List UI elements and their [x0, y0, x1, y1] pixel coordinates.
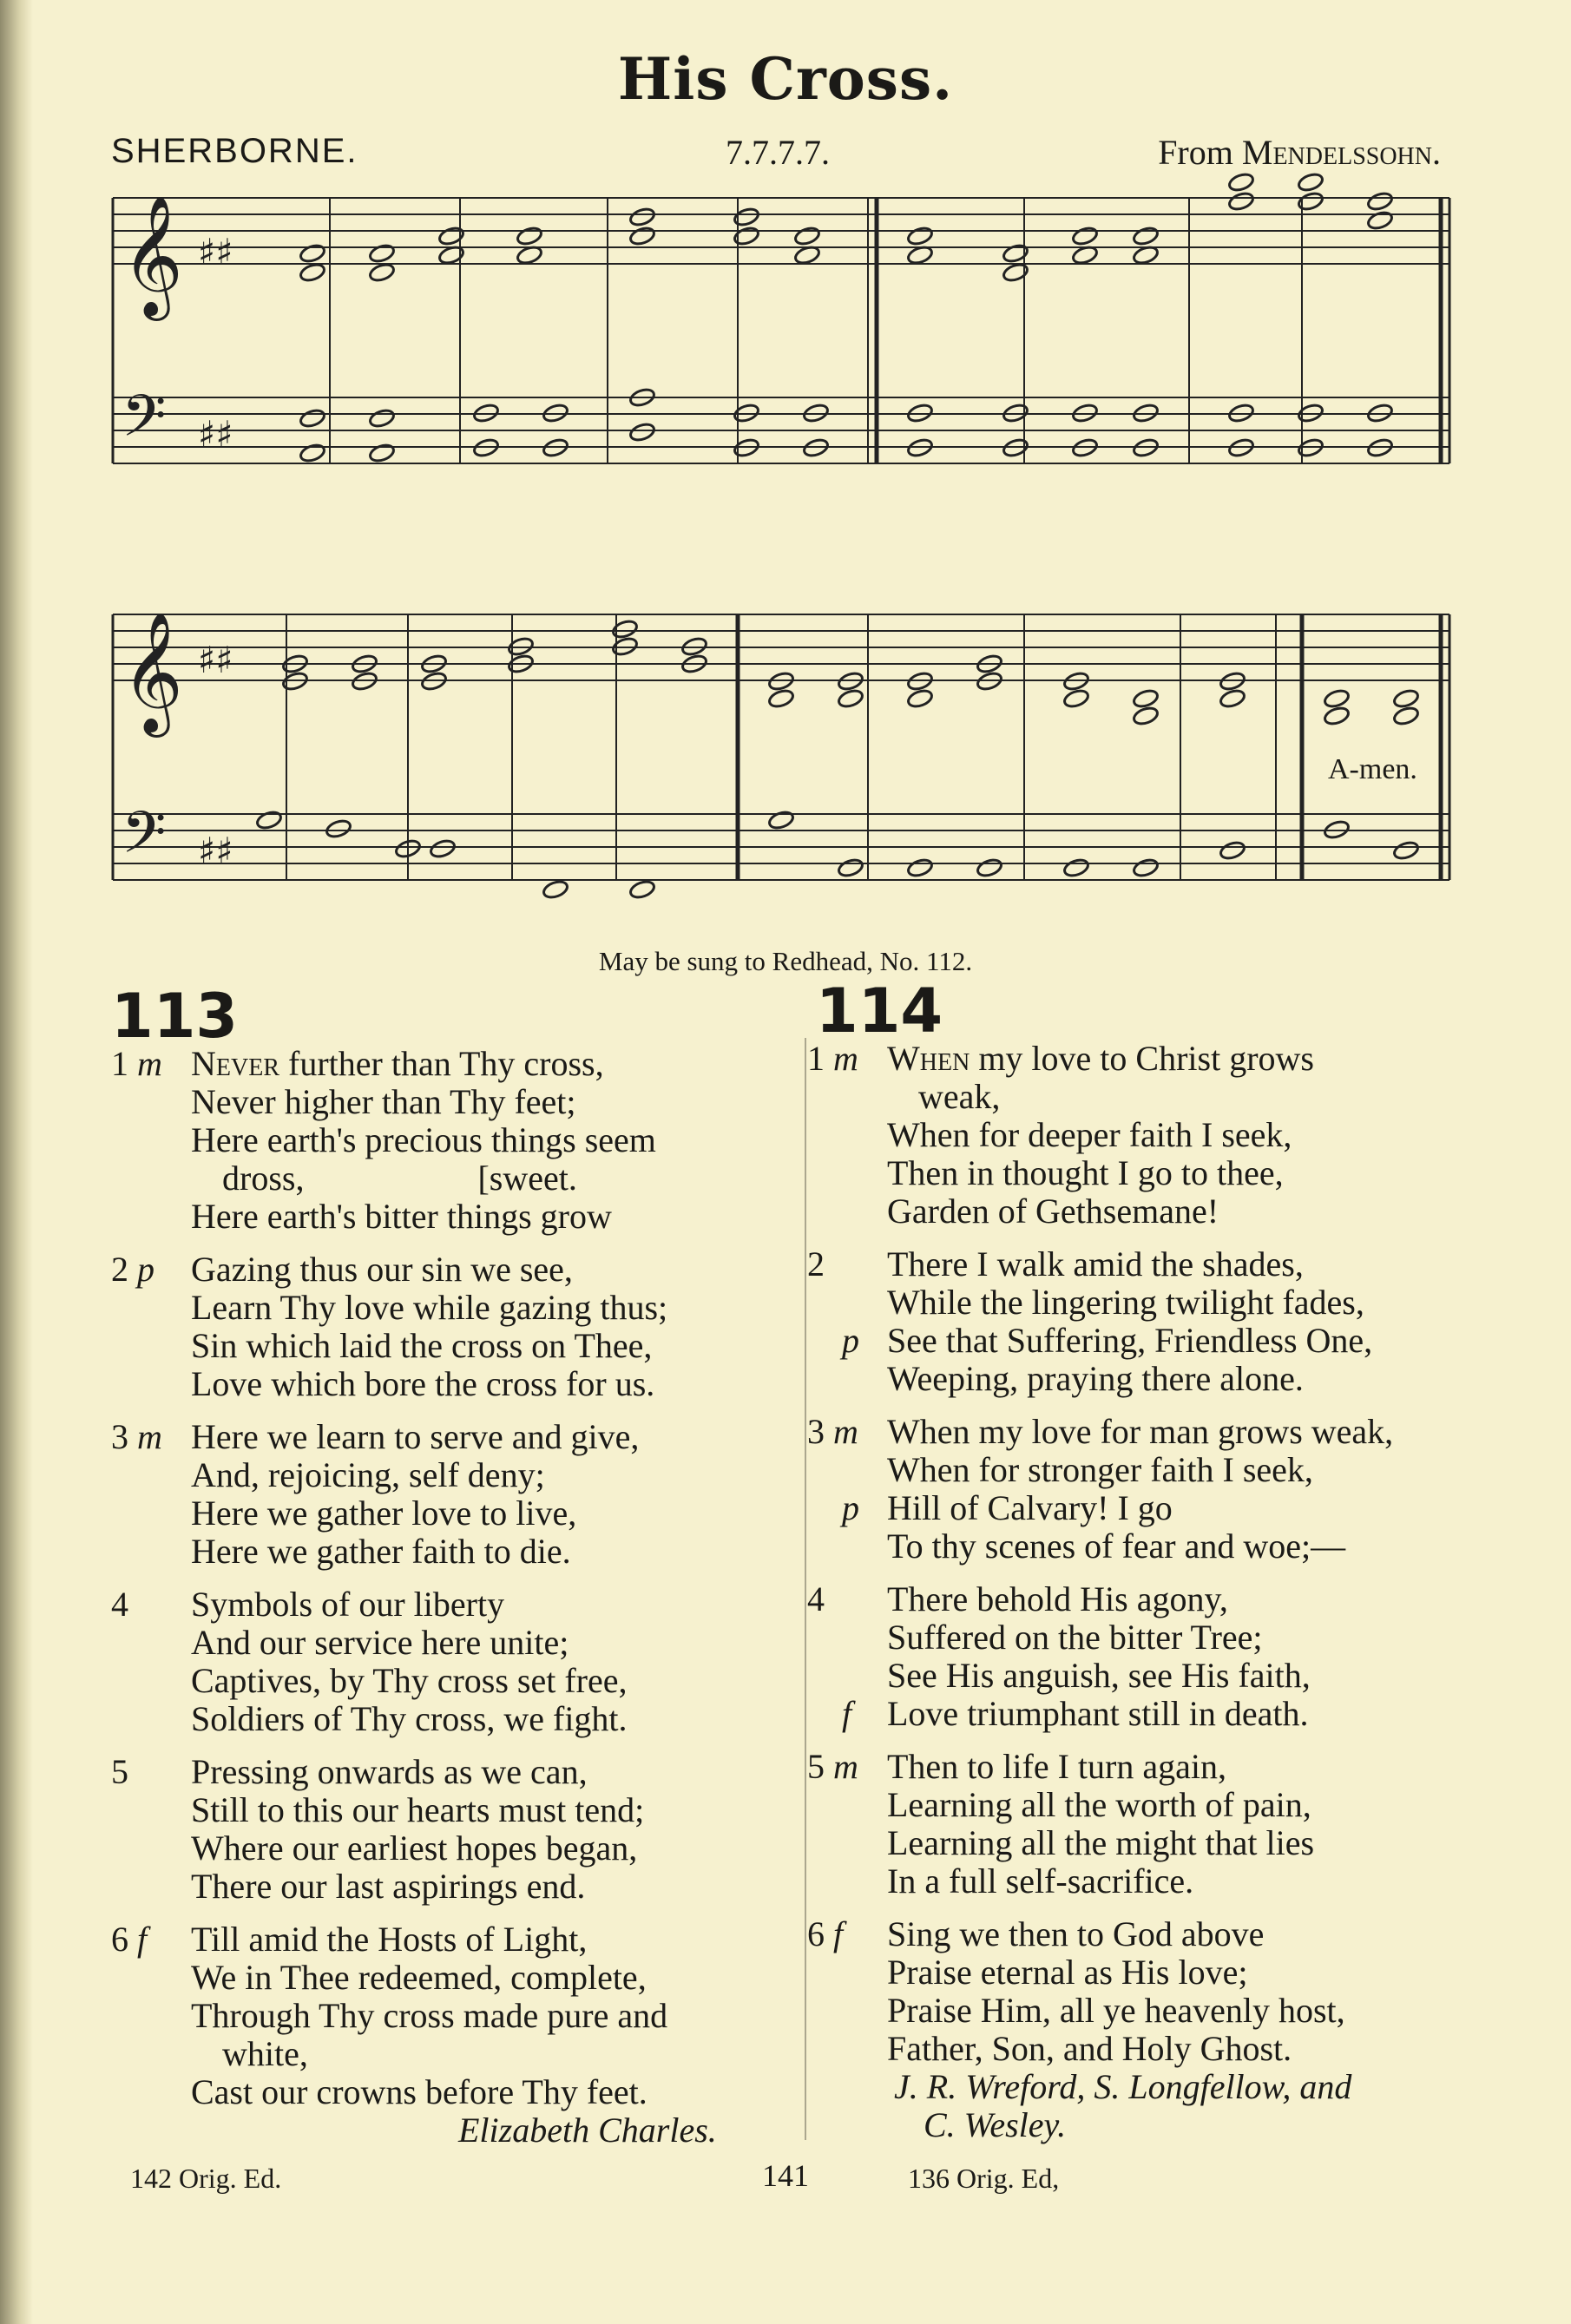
- note-head: [1062, 857, 1090, 879]
- verse-line: Never higher than Thy feet;: [191, 1082, 576, 1121]
- verse-line: Father, Son, and Holy Ghost.: [887, 2029, 1292, 2068]
- hymn-113-text: [111, 1045, 788, 2164]
- stanza: [111, 1585, 788, 1738]
- note-head: [368, 262, 396, 284]
- verse-line: Sing we then to God above: [887, 1914, 1265, 1953]
- clef: ♯♯: [198, 231, 233, 273]
- verse-line: Here we learn to serve and give,: [191, 1417, 640, 1456]
- verse-line: Praise eternal as His love;: [887, 1953, 1248, 1992]
- note-head: [1366, 191, 1394, 213]
- verse-number: 1 m: [807, 1039, 858, 1078]
- verse-line: Praise Him, all ye heavenly host,: [887, 1991, 1345, 2030]
- note-head: [1392, 688, 1420, 710]
- verse-line: And our service here unite;: [191, 1623, 569, 1662]
- verse-line: Then in thought I go to thee,: [887, 1153, 1284, 1192]
- verse-line: See His anguish, see His faith,: [887, 1656, 1311, 1695]
- verse-number: 6 f: [807, 1914, 844, 1953]
- verse-number: 6 f: [111, 1920, 148, 1959]
- note-head: [1366, 210, 1394, 232]
- stanza: [111, 1920, 788, 2150]
- verse-line: Captives, by Thy cross set free,: [191, 1661, 628, 1700]
- column-divider: [805, 1038, 806, 2140]
- note-head: [429, 838, 457, 860]
- verse-line: We in Thee redeemed, complete,: [191, 1958, 647, 1997]
- verse-line: Symbols of our liberty: [191, 1585, 505, 1624]
- note-head: [1297, 191, 1325, 213]
- note-head: [628, 226, 656, 247]
- note-head: [906, 226, 934, 247]
- stanza: [807, 1748, 1493, 1901]
- note-head: [906, 857, 934, 879]
- clef: 𝄢: [122, 383, 167, 463]
- music-score: [0, 0, 1571, 937]
- note-head: [1219, 840, 1246, 862]
- verse-number: 1 m: [111, 1044, 162, 1083]
- note-head: [255, 810, 283, 831]
- hymn-113-author: Elizabeth Charles.: [458, 2111, 717, 2150]
- stanza: [807, 1040, 1493, 1231]
- verse-line: Learning all the might that lies: [887, 1823, 1315, 1862]
- stanza: [111, 1045, 788, 1236]
- note-head: [611, 619, 639, 640]
- verse-line: Where our earliest hopes began,: [191, 1828, 638, 1868]
- verse-line: To thy scenes of fear and woe;—: [887, 1526, 1346, 1566]
- note-head: [1071, 226, 1099, 247]
- stanza: [807, 1915, 1493, 2144]
- note-head: [1227, 172, 1255, 194]
- verse-line: Still to this our hearts must tend;: [191, 1790, 645, 1829]
- note-head: [368, 408, 396, 430]
- source-composer: Mendelssohn.: [1241, 133, 1441, 172]
- verse-line: When my love for man grows weak,: [887, 1412, 1394, 1451]
- note-head: [1132, 226, 1160, 247]
- verse-line: Here we gather love to live,: [191, 1494, 577, 1533]
- hymn-114-author-cont: C. Wesley.: [924, 2105, 1067, 2144]
- verse-line: When my love to Christ grows: [887, 1039, 1314, 1078]
- clef: ♯♯: [198, 830, 233, 872]
- note-head: [1132, 688, 1160, 710]
- verse-line: In a full self-sacrifice.: [887, 1861, 1194, 1901]
- verse-line: Sin which laid the cross on Thee,: [191, 1326, 653, 1365]
- note-head: [542, 879, 569, 901]
- stanza: [807, 1413, 1493, 1566]
- page-title: His Cross.: [617, 45, 954, 113]
- note-head: [1392, 706, 1420, 727]
- stanza: [807, 1580, 1493, 1733]
- note-head: [325, 818, 352, 840]
- verse-line: dross, [sweet.: [222, 1159, 577, 1198]
- verse-line: Learn Thy love while gazing thus;: [191, 1288, 668, 1327]
- verse-number: 5 m: [807, 1747, 858, 1786]
- note-head: [368, 243, 396, 265]
- verse-line: There behold His agony,: [887, 1579, 1228, 1618]
- verse-line: Then to life I turn again,: [887, 1747, 1226, 1786]
- page-number: 141: [762, 2158, 809, 2193]
- clef: 𝄢: [122, 799, 167, 880]
- note-head: [733, 226, 760, 247]
- tune-name: SHERBORNE.: [111, 132, 358, 170]
- verse-line: Pressing onwards as we can,: [191, 1752, 588, 1791]
- verse-line: Never further than Thy cross,: [191, 1044, 604, 1083]
- note-head: [628, 879, 656, 901]
- meter: 7.7.7.7.: [726, 133, 830, 172]
- verse-line: While the lingering twilight fades,: [887, 1283, 1364, 1322]
- note-head: [299, 262, 326, 284]
- note-head: [1297, 172, 1325, 194]
- note-head: [1323, 688, 1351, 710]
- verse-number: 4: [807, 1579, 825, 1618]
- verse-line: There our last aspirings end.: [191, 1867, 586, 1906]
- verse-line: Here earth's precious things seem: [191, 1120, 656, 1159]
- amen-label: A-men.: [1328, 753, 1417, 785]
- verse-line: Through Thy cross made pure and: [191, 1996, 668, 2035]
- note-head: [1062, 688, 1090, 710]
- verse-number: 2 p: [111, 1250, 154, 1289]
- verse-line: And, rejoicing, self deny;: [191, 1455, 545, 1494]
- note-head: [628, 207, 656, 228]
- verse-line: When for deeper faith I seek,: [887, 1115, 1292, 1154]
- note-head: [837, 857, 864, 879]
- note-head: [1227, 191, 1255, 213]
- note-head: [767, 810, 795, 831]
- clef: ♯♯: [198, 639, 233, 681]
- verse-line: Suffered on the bitter Tree;: [887, 1618, 1263, 1657]
- verse-line: Till amid the Hosts of Light,: [191, 1920, 588, 1959]
- note-head: [733, 207, 760, 228]
- hymn-113-number: 113: [111, 981, 239, 1052]
- verse-number: 3 m: [111, 1417, 162, 1456]
- stanza: [807, 1245, 1493, 1398]
- stanza: [111, 1753, 788, 1906]
- note-head: [976, 857, 1003, 879]
- note-head: [1323, 706, 1351, 727]
- footer-right-note: 136 Orig. Ed,: [908, 2163, 1060, 2194]
- verse-line: Soldiers of Thy cross, we fight.: [191, 1699, 628, 1738]
- verse-line: Learning all the worth of pain,: [887, 1785, 1311, 1824]
- verse-line: Weeping, praying there alone.: [887, 1359, 1304, 1398]
- verse-number: 4: [111, 1585, 128, 1624]
- note-head: [1002, 243, 1029, 265]
- verse-number: 2: [807, 1244, 825, 1283]
- verse-line: f Love triumphant still in death.: [842, 1694, 1309, 1733]
- verse-number: 5: [111, 1752, 128, 1791]
- alternate-tune-note: May be sung to Redhead, No. 112.: [598, 946, 973, 976]
- note-head: [1392, 840, 1420, 862]
- verse-line: Love which bore the cross for us.: [191, 1364, 655, 1403]
- clef: 𝄞: [122, 612, 183, 732]
- verse-line: p Hill of Calvary! I go: [842, 1488, 1173, 1527]
- verse-line: weak,: [918, 1077, 1001, 1116]
- note-head: [299, 443, 326, 464]
- verse-line: Garden of Gethsemane!: [887, 1192, 1219, 1231]
- hymn-114-number: 114: [816, 975, 943, 1047]
- verse-line: white,: [222, 2034, 308, 2073]
- note-head: [767, 688, 795, 710]
- note-head: [837, 688, 864, 710]
- note-head: [1002, 262, 1029, 284]
- note-head: [628, 422, 656, 443]
- note-head: [1132, 857, 1160, 879]
- stanza: [111, 1251, 788, 1403]
- verse-line: Gazing thus our sin we see,: [191, 1250, 573, 1289]
- note-head: [906, 688, 934, 710]
- note-head: [437, 226, 465, 247]
- hymn-114-text: [807, 1040, 1493, 2159]
- verse-line: p See that Suffering, Friendless One,: [842, 1321, 1373, 1360]
- source-prefix: From: [1158, 133, 1242, 172]
- verse-line: There I walk amid the shades,: [887, 1244, 1304, 1283]
- verse-line: Here we gather faith to die.: [191, 1532, 571, 1571]
- verse-line: Here earth's bitter things grow: [191, 1197, 612, 1236]
- verse-line: Cast our crowns before Thy feet.: [191, 2072, 647, 2111]
- note-head: [516, 226, 543, 247]
- note-head: [368, 443, 396, 464]
- verse-number: 3 m: [807, 1412, 858, 1451]
- stanza: [111, 1418, 788, 1571]
- verse-line: When for stronger faith I seek,: [887, 1450, 1313, 1489]
- clef: 𝄞: [122, 195, 183, 316]
- note-head: [299, 408, 326, 430]
- clef: ♯♯: [198, 413, 233, 456]
- note-head: [1132, 706, 1160, 727]
- note-head: [793, 226, 821, 247]
- footer-left-note: 142 Orig. Ed.: [130, 2163, 282, 2194]
- note-head: [1219, 688, 1246, 710]
- note-head: [299, 243, 326, 265]
- hymn-114-author: J. R. Wreford, S. Longfellow, and: [894, 2067, 1352, 2106]
